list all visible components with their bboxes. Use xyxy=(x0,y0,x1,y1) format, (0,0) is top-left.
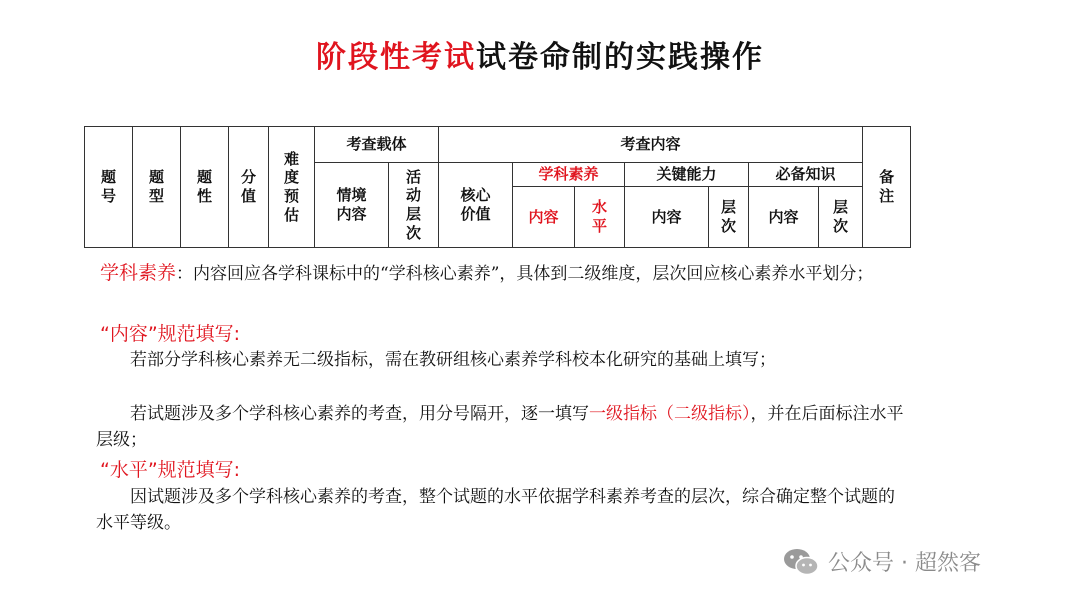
header-context: 情境内容 xyxy=(315,163,389,248)
note-literacy xyxy=(96,259,898,288)
header-ability-level: 层次 xyxy=(709,187,749,248)
header-knowledge-content: 内容 xyxy=(749,187,819,248)
note-level-rule: 因试题涉及多个学科核心素养的考查，整个试题的水平依据学科素养考查的层次，综合确定整个试题的水平等级。 xyxy=(96,487,895,534)
header-score: 分值 xyxy=(229,127,269,248)
header-literacy-content: 内容 xyxy=(513,187,575,248)
header-type: 题型 xyxy=(133,127,181,248)
header-core-value: 核心价值 xyxy=(439,163,513,248)
note-literacy-text: ：内容回应各学科课标中的“学科核心素养”，具体到二级维度，层次回应核心素养水平划分； xyxy=(176,264,874,284)
header-ability: 关键能力 xyxy=(625,163,749,187)
note-content-rule-2: 若试题涉及多个学科核心素养的考查，用分号隔开，逐一填写一级指标（二级指标），并在后面标注水平层级； xyxy=(96,404,904,451)
page-title xyxy=(0,32,1080,76)
header-knowledge: 必备知识 xyxy=(749,163,863,187)
header-number: 题号 xyxy=(85,127,133,248)
note-highlight: 一级指标（二级指标） xyxy=(589,404,751,424)
exam-spec-table xyxy=(84,126,911,248)
header-activity: 活动层次 xyxy=(389,163,439,248)
heading-level-rule: “水平”规范填写: xyxy=(100,459,241,481)
watermark xyxy=(782,546,981,577)
wechat-icon xyxy=(782,547,820,577)
header-remark: 备注 xyxy=(863,127,911,248)
note-literacy-head: 学科素养 xyxy=(100,262,177,284)
title-red-part: 阶段性考试 xyxy=(316,40,476,75)
header-carrier-group: 考查载体 xyxy=(315,127,439,163)
note-content-rule-1: 若部分学科核心素养无二级指标，需在教研组核心素养学科校本化研究的基础上填写； xyxy=(130,350,776,370)
heading-content-rule: “内容”规范填写: xyxy=(100,323,241,345)
title-black-part: 试卷命制的实践操作 xyxy=(476,40,764,75)
header-difficulty: 难度预估 xyxy=(269,127,315,248)
watermark-text: 公众号 · 超然客 xyxy=(828,551,981,576)
header-nature: 题性 xyxy=(181,127,229,248)
header-ability-content: 内容 xyxy=(625,187,709,248)
header-knowledge-level: 层次 xyxy=(819,187,863,248)
header-literacy-level: 水平 xyxy=(575,187,625,248)
header-literacy: 学科素养 xyxy=(513,163,625,187)
header-content-group: 考查内容 xyxy=(439,127,863,163)
